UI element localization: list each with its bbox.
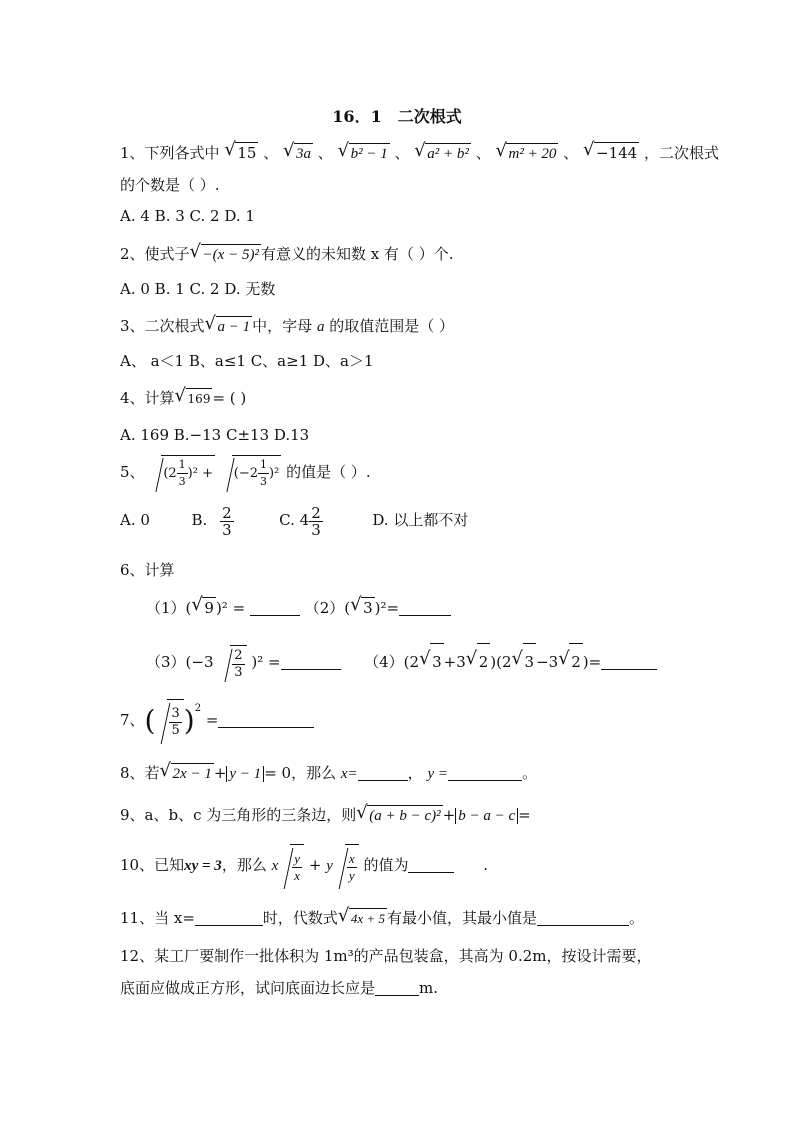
question-6-part-3-4: （3）(−3 $\frac{2}{3}$ )² = （4）(2√ 3 +3√ 2 )(2√ 3 −3√ 2 )=	[146, 643, 657, 682]
answer-blank[interactable]	[195, 911, 263, 926]
answer-blank[interactable]	[399, 601, 451, 616]
question-6-part-1-2: （1）(√ 9 )² = （2）(√ 3 )²=	[146, 597, 451, 618]
question-9: 9、a、b、c 为三角形的三条边，则√ (a + b − c)² + b − a − c =	[120, 805, 531, 826]
radical: √ 9	[193, 597, 216, 618]
answer-blank[interactable]	[250, 601, 300, 616]
radical: √ −144	[585, 142, 639, 163]
question-1-line-2: 的个数是（ ）.	[120, 176, 220, 194]
radical: (−2 $\frac{1}{3}$ )²	[220, 454, 282, 492]
answer-blank[interactable]	[448, 766, 522, 781]
radical: √ 2x − 1	[162, 763, 214, 784]
radical: $\frac{x}{y}$	[333, 844, 359, 889]
radical: √ a − 1	[207, 316, 253, 337]
question-12-line-2: 底面应做成正方形，试问底面边长应是 m.	[120, 979, 439, 997]
answer-blank[interactable]	[218, 713, 314, 728]
radical: (2 $\frac{1}{3}$ )² +	[149, 454, 215, 492]
question-5-options: A. 0 B. $\frac{2}{3}$ C. 4 $\frac{2}{3}$ D. 以上都不对	[120, 503, 469, 539]
radical: $\frac{y}{x}$	[278, 844, 304, 889]
radical: $\frac{3}{5}$	[155, 699, 183, 744]
answer-blank[interactable]	[358, 766, 408, 781]
radical: √ 3	[352, 597, 375, 618]
question-4: 4、计算√ 169 = ( )	[120, 388, 246, 409]
answer-blank[interactable]	[601, 655, 657, 670]
question-5: 5、 (2 $\frac{1}{3}$ )² + (−2 $\frac{1}{3}$ )² 的值是（ ）.	[120, 454, 371, 492]
page-title: 16．1 二次根式	[332, 107, 462, 126]
question-4-options: A. 169 B.−13 C±13 D.13	[120, 426, 310, 444]
question-1-options: A. 4 B. 3 C. 2 D. 1	[120, 207, 255, 225]
question-8: 8、若√ 2x − 1 + y − 1 = 0，那么 x= ， y = 。	[120, 763, 537, 784]
answer-blank[interactable]	[375, 981, 419, 996]
radical: √ 4x + 5	[340, 908, 387, 929]
radical: √ (a + b − c)²	[358, 805, 442, 826]
question-3-options: A、 a＜1 B、a≤1 C、a≥1 D、a＞1	[120, 352, 374, 370]
question-2-options: A. 0 B. 1 C. 2 D. 无数	[120, 280, 276, 298]
question-2: 2、使式子√ −(x − 5)² 有意义的未知数 x 有（ ）个.	[120, 244, 453, 265]
radical: √ m² + 20	[497, 143, 558, 164]
question-7: 7、( $\frac{3}{5}$ )$^2$ =	[120, 698, 314, 745]
question-10: 10、已知xy = 3，那么 x $\frac{y}{x}$ + y $\frac{x}{y}$ 的值为 .	[120, 843, 488, 889]
answer-blank[interactable]	[537, 911, 629, 926]
question-11: 11、当 x= 时，代数式√ 4x + 5 有最小值，其最小值是 。	[120, 908, 644, 929]
question-3: 3、二次根式√ a − 1 中，字母 a 的取值范围是（ ）	[120, 316, 454, 337]
answer-blank[interactable]	[408, 858, 454, 873]
radical: $\frac{2}{3}$	[218, 645, 246, 682]
radical: √ b² − 1	[340, 143, 390, 164]
radical: √ a² + b²	[416, 143, 471, 164]
answer-blank[interactable]	[281, 655, 341, 670]
question-12-line-1: 12、某工厂要制作一批体积为 1m³的产品包装盒，其高为 0.2m，按设计需要，	[120, 947, 652, 965]
question-6: 6、计算	[120, 561, 175, 579]
radical: √ −(x − 5)²	[192, 244, 261, 265]
question-1: 1、下列各式中 √ 15 、 √ 3a 、 √ b² − 1 、 √ a² + b² 、 √ m² + 20 、 √ −144 ，二次根式	[120, 142, 719, 164]
radical: √ 15	[226, 142, 258, 163]
radical: √ 3a	[285, 143, 313, 164]
radical: √ 169	[177, 388, 213, 409]
